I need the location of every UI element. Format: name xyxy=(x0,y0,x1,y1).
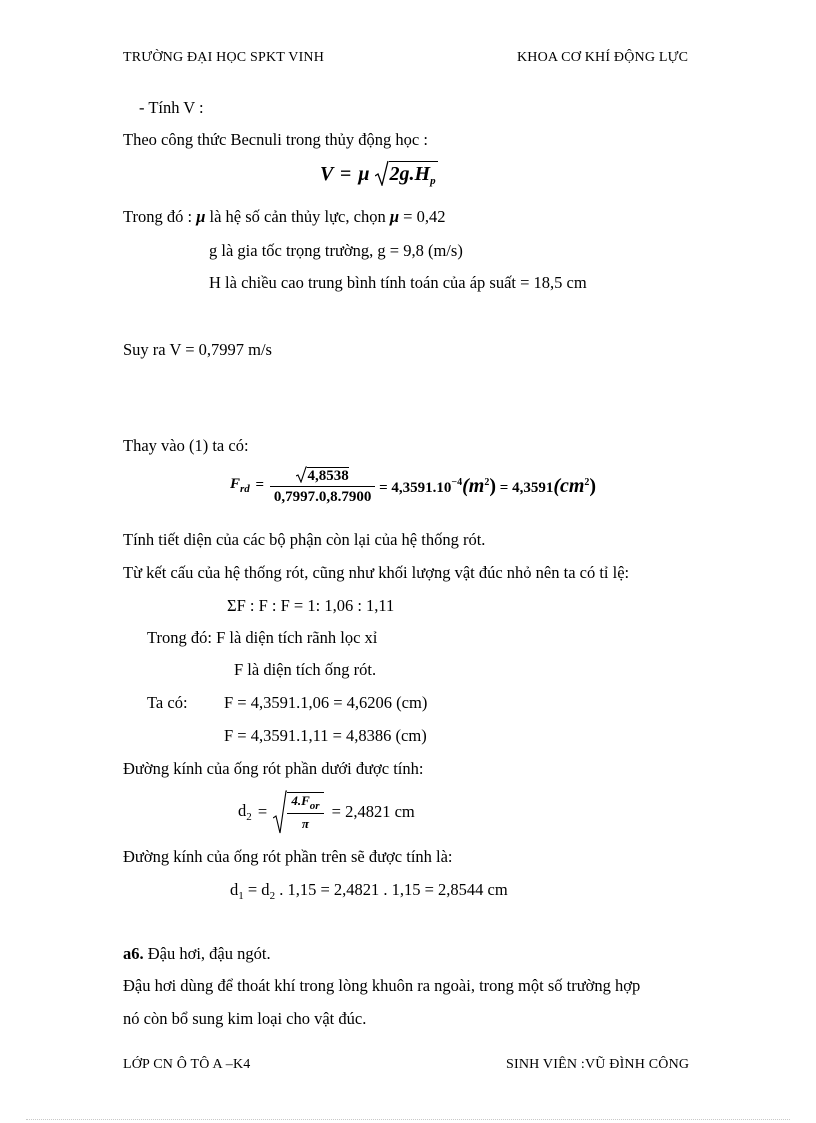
formula-v-sub: p xyxy=(430,175,436,187)
formula-v-radicand: 2g.H xyxy=(389,163,431,185)
frd-rhs1: = 4,3591.10 xyxy=(379,479,452,496)
footer-student: SINH VIÊN :VŨ ĐÌNH CÔNG xyxy=(506,1057,690,1072)
d2-denominator: π xyxy=(301,816,309,831)
suy-ra: Suy ra V = 0,7997 m/s xyxy=(123,340,272,359)
becnuli-intro: Theo công thức Becnuli trong thủy động học : xyxy=(123,130,428,149)
para-line-1: Đậu hơi dùng để thoát khí trong lòng khuôn ra ngoài, trong một số trường hợp xyxy=(123,976,641,995)
frd-eq: = xyxy=(255,477,265,494)
frd-rhs xyxy=(379,475,596,497)
header-faculty: KHOA CƠ KHÍ ĐỘNG LỰC xyxy=(517,50,689,65)
h-line: H là chiều cao trung bình tính toán của áp suất = 18,5 cm xyxy=(209,273,587,292)
thay-vao: Thay vào (1) ta có: xyxy=(123,436,249,455)
d2-num-sub: or xyxy=(309,800,320,812)
frd-rhs2-unit: (cm xyxy=(553,474,585,497)
d1-lhs: d xyxy=(230,880,239,899)
a6-number: a6. xyxy=(123,944,144,963)
formula-v-lhs: V xyxy=(320,163,333,185)
frd-denominator: 0,7997.0,8.7900 xyxy=(273,488,372,505)
frd-numerator xyxy=(270,466,376,487)
formula-d1 xyxy=(230,880,508,902)
formula-v xyxy=(320,160,438,192)
ta-co-1: F = 4,3591.1,06 = 4,6206 (cm) xyxy=(224,693,428,712)
para-line-2: nó còn bổ sung kim loại cho vật đúc. xyxy=(123,1009,367,1028)
mu-desc: là hệ số cản thủy lực, chọn xyxy=(205,207,390,226)
footer-class: LỚP CN Ô TÔ A –K4 xyxy=(123,1057,251,1072)
ta-co-label: Ta có: xyxy=(147,693,188,712)
d2-radical xyxy=(273,790,323,834)
formula-v-eq: = xyxy=(339,163,352,185)
frd-rhs2: = 4,3591 xyxy=(499,479,554,496)
d1-mid: = d xyxy=(243,880,270,899)
d2-numerator xyxy=(287,793,323,814)
g-line: g là gia tốc trọng trường, g = 9,8 (m/s) xyxy=(209,241,463,260)
duong-kinh-duoi: Đường kính của ống rót phần dưới được tính: xyxy=(123,759,424,778)
frd-rhs2-unit-sup: 2 xyxy=(584,476,590,488)
trong-do-prefix: Trong đó : xyxy=(123,207,193,226)
section-tinh-v: - Tính V : xyxy=(139,98,204,117)
frd-rhs1-unit-sup: 2 xyxy=(484,476,490,488)
mu-value: = 0,42 xyxy=(399,207,446,226)
ta-co-2: F = 4,3591.1,11 = 4,8386 (cm) xyxy=(224,726,427,745)
tinh-tiet-dien: Tính tiết diện của các bộ phận còn lại của hệ thống rót. xyxy=(123,530,486,549)
trong-do-line xyxy=(123,207,445,227)
formula-d2 xyxy=(238,790,415,834)
ty-le: ΣF : F : F = 1: 1,06 : 1,11 xyxy=(227,596,395,615)
d2-eq: = xyxy=(257,802,268,821)
frd-lhs: F xyxy=(230,475,241,492)
d2-fraction xyxy=(287,792,323,832)
frd-rhs1-close: ) xyxy=(489,474,497,497)
frd-lhs-sub: rd xyxy=(240,482,250,495)
formula-frd xyxy=(230,466,596,516)
a6-heading xyxy=(123,944,271,964)
frd-rhs1-unit: (m xyxy=(462,474,485,497)
frd-rhs1-sup: −4 xyxy=(451,476,463,488)
d2-lhs-sub: 2 xyxy=(246,811,252,823)
d1-rest: . 1,15 = 2,4821 . 1,15 = 2,8544 cm xyxy=(275,880,508,899)
sqrt-sign xyxy=(375,160,389,186)
tu-ket-cau: Từ kết cấu của hệ thống rót, cũng như khối lượng vật đúc nhỏ nên ta có tỉ lệ: xyxy=(123,563,630,582)
frd-num-value: 4,8538 xyxy=(307,468,349,484)
duong-kinh-tren: Đường kính của ống rót phần trên sẽ được tính là: xyxy=(123,847,453,866)
formula-v-mu: μ xyxy=(358,163,370,185)
d2-lhs: d xyxy=(238,801,247,820)
mu-symbol-2: μ xyxy=(389,207,400,226)
trong-do-2: Trong đó: F là diện tích rãnh lọc xỉ xyxy=(147,628,378,647)
d2-num-value: 4.F xyxy=(291,793,310,808)
frd-rhs2-close: ) xyxy=(589,474,597,497)
d2-rhs: = 2,4821 cm xyxy=(331,802,415,821)
page-bottom-divider xyxy=(26,1119,790,1120)
mu-symbol-1: μ xyxy=(196,207,206,226)
frd-fraction xyxy=(270,466,376,505)
d1-d2-sub: 2 xyxy=(269,890,276,902)
f-ong-rot: F là diện tích ống rót. xyxy=(234,660,377,679)
a6-title: Đậu hơi, đậu ngót. xyxy=(143,944,271,963)
d1-sub: 1 xyxy=(238,890,244,902)
header-school: TRƯỜNG ĐẠI HỌC SPKT VINH xyxy=(123,50,325,65)
